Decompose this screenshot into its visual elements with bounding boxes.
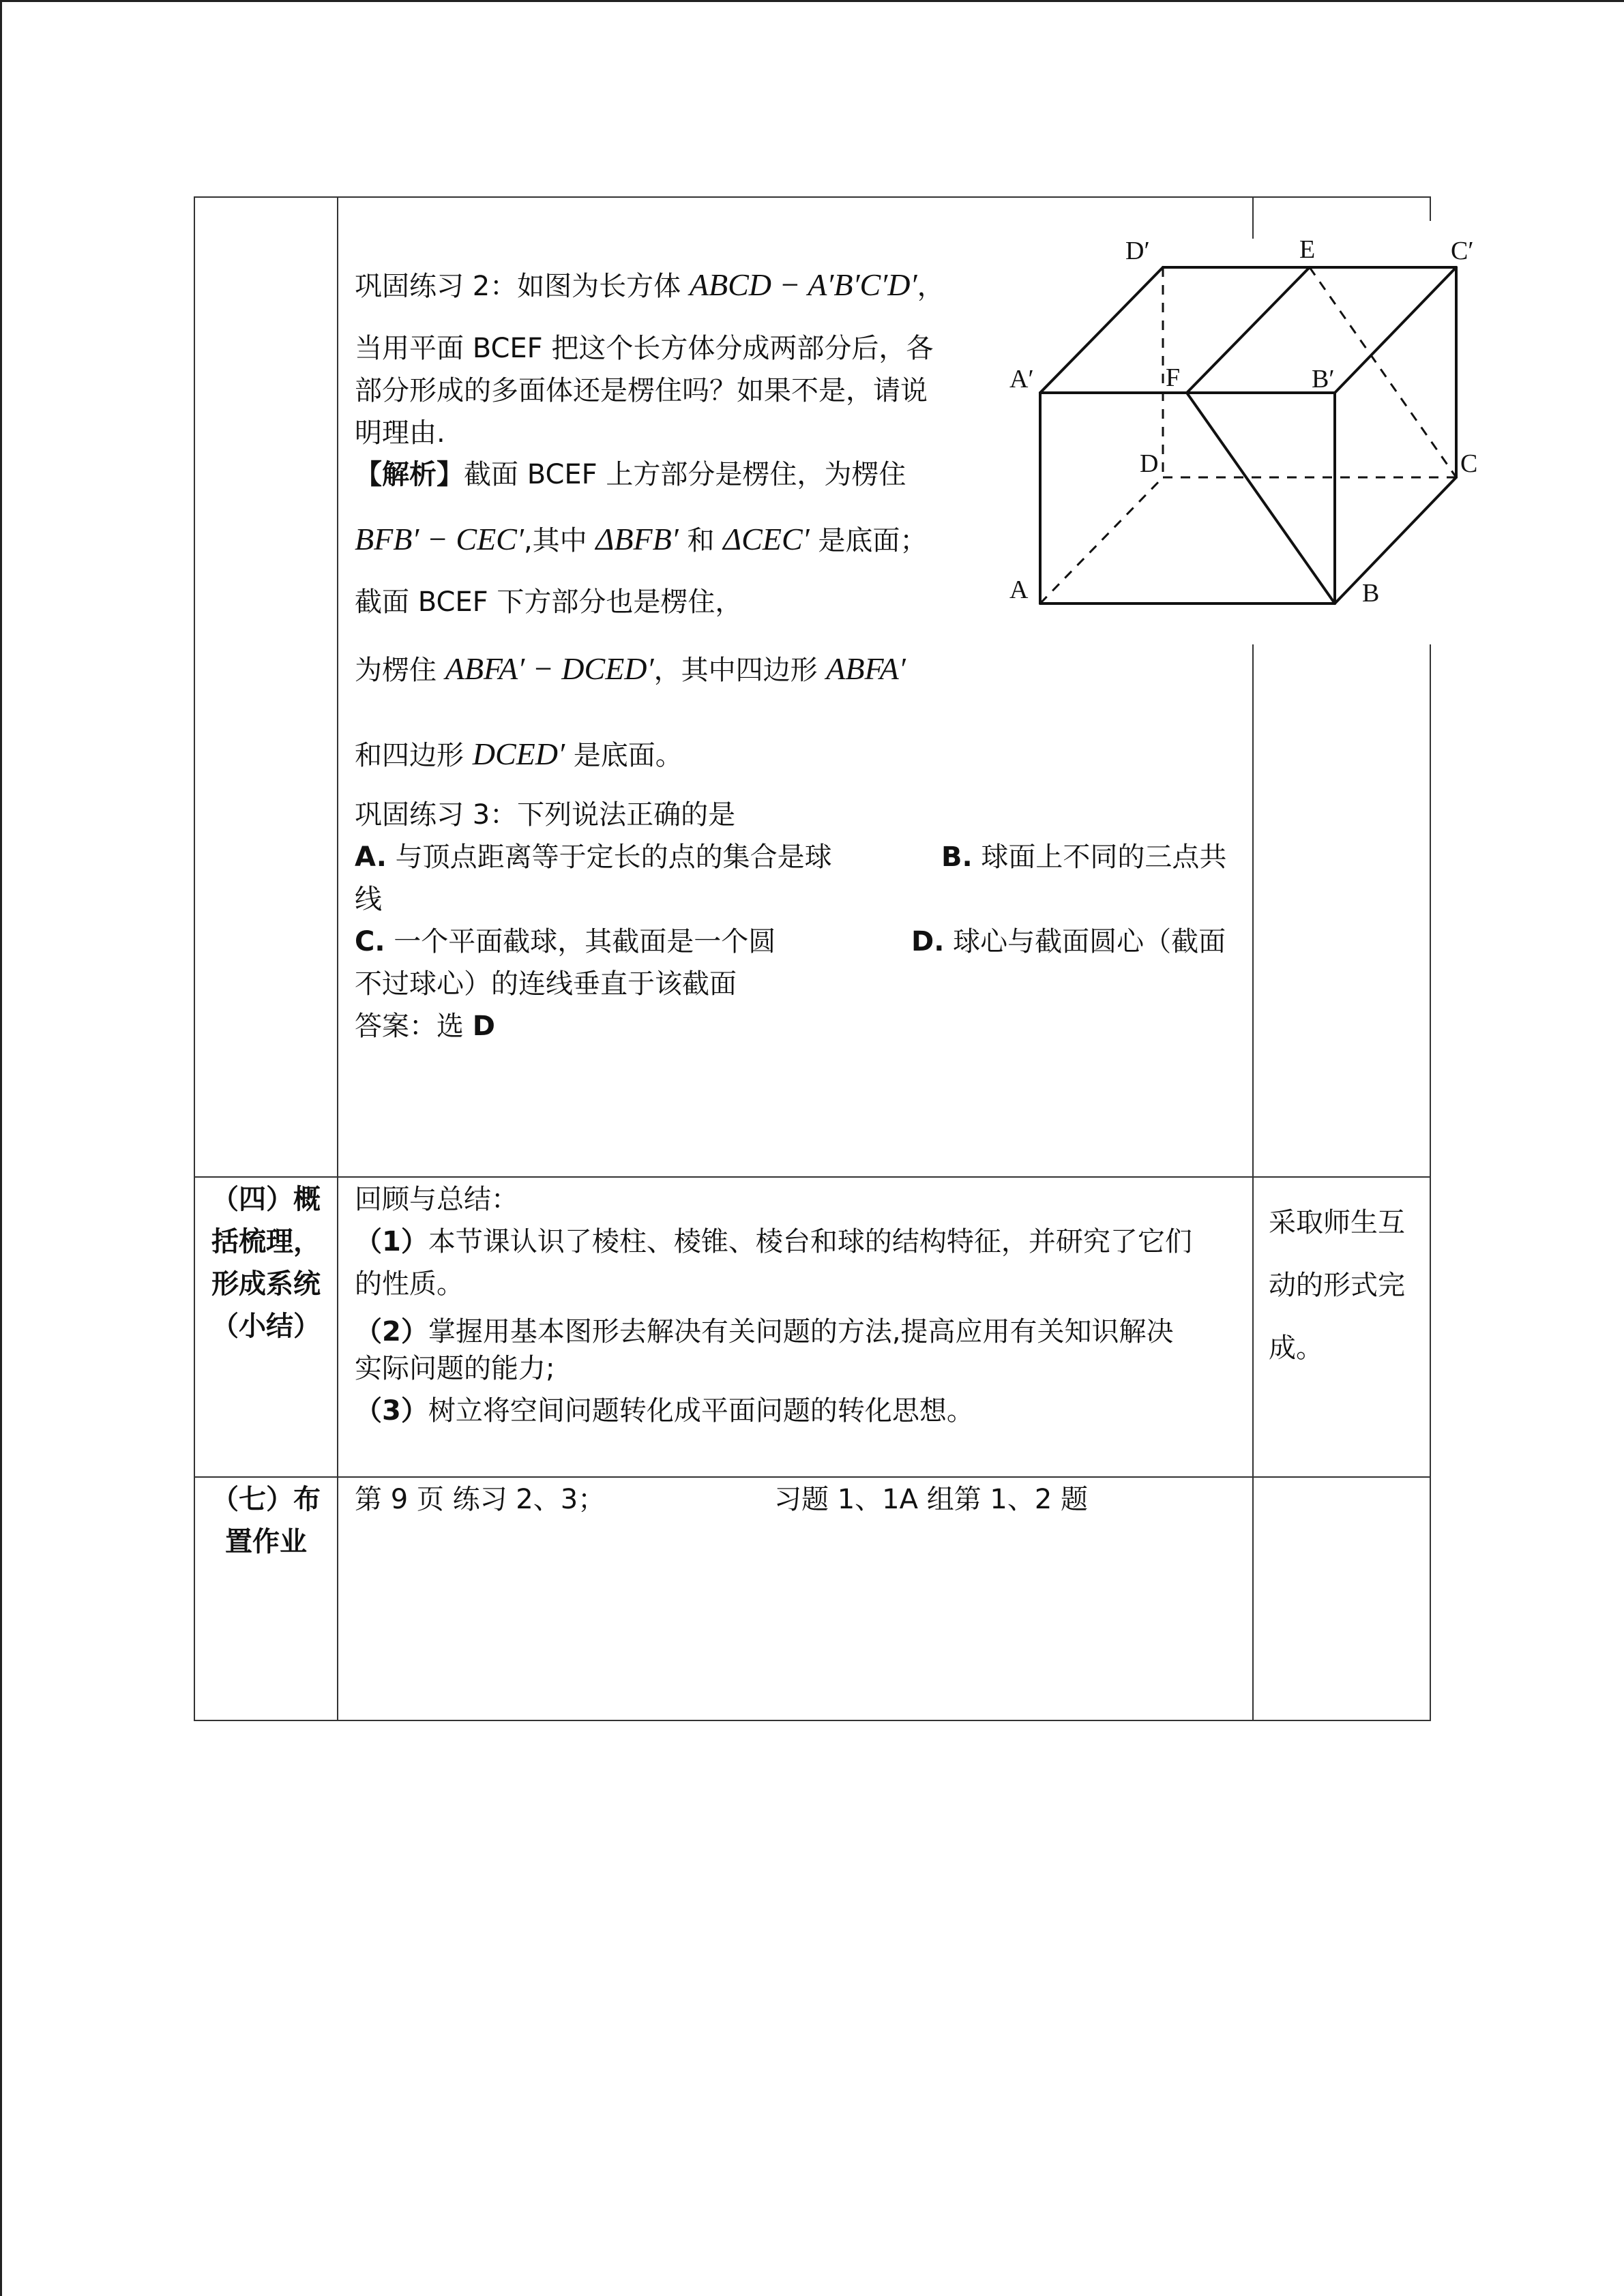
analysis-line4: 为楞住 ABFA′ − DCED′，其中四边形 ABFA′: [355, 651, 906, 686]
summary-point-1-continued: 的性质。: [355, 1268, 464, 1300]
exercise-2-line2: 当用平面 BCEF 把这个长方体分成两部分后，各: [355, 333, 934, 364]
analysis-tag: 【解析】: [355, 459, 464, 490]
homework-practice: 第 9 页 练习 2、3；: [355, 1484, 606, 1515]
label-d: D: [1140, 449, 1159, 478]
table-row-divider: [194, 1176, 1431, 1178]
table-border-right: [1430, 196, 1431, 221]
cuboid-figure: [999, 225, 1490, 621]
note-line: 成。: [1269, 1332, 1323, 1364]
label-a1: A′: [1009, 365, 1034, 393]
section-4-label-line: （小结）: [211, 1311, 321, 1342]
note-line: 采取师生互: [1269, 1207, 1405, 1238]
note-line: 动的形式完: [1269, 1270, 1405, 1301]
summary-point-2: （2）掌握用基本图形去解决有关问题的方法,提高应用有关知识解决: [355, 1316, 1174, 1347]
answer: 答案：选 D: [355, 1011, 495, 1042]
label-e: E: [1299, 235, 1316, 264]
table-divider-note-col: [1252, 644, 1254, 1721]
option-c: C. 一个平面截球，其截面是一个圆: [355, 926, 776, 957]
exercise-2-line3: 部分形成的多面体还是楞住吗？如果不是，请说: [355, 375, 928, 406]
edge-b-c: [1335, 477, 1456, 603]
label-f: F: [1166, 363, 1181, 392]
edge-f-e: [1187, 267, 1310, 393]
label-c1: C′: [1451, 237, 1474, 265]
table-border-right: [1430, 644, 1431, 1721]
analysis-line1: 【解析】截面 BCEF 上方部分是楞住，为楞住: [355, 459, 906, 490]
option-a: A. 与顶点距离等于定长的点的集合是球: [355, 841, 832, 873]
exercise-3-question: 巩固练习 3：下列说法正确的是: [355, 799, 736, 831]
summary-point-2-continued: 实际问题的能力;: [355, 1353, 555, 1384]
option-b: B. 球面上不同的三点共: [941, 841, 1227, 873]
section-4-label-line: 括梳理，: [211, 1226, 321, 1257]
analysis-line5: 和四边形 DCED′ 是底面。: [355, 736, 683, 771]
summary-title: 回顾与总结：: [355, 1184, 518, 1215]
label-b: B: [1362, 579, 1380, 608]
cuboid-expression: ABCD − A′B′C′D′: [689, 267, 917, 302]
homework-exercises: 习题 1、1A 组第 1、2 题: [774, 1484, 1089, 1515]
page-top-edge: [0, 0, 1624, 2]
label-a: A: [1009, 576, 1029, 604]
summary-point-1: （1）本节课认识了棱柱、棱锥、棱台和球的结构特征，并研究了它们: [355, 1226, 1192, 1257]
option-d-continued: 不过球心）的连线垂直于该截面: [355, 968, 737, 1000]
table-border-bottom: [194, 1720, 1431, 1721]
label-d1: D′: [1125, 237, 1150, 265]
edge-a1-d1: [1040, 267, 1163, 393]
table-divider-label-col: [337, 196, 338, 1721]
label-c: C: [1460, 449, 1478, 478]
analysis-line2: BFB′ − CEC′,其中 ΔBFB′ 和 ΔCEC′ 是底面；: [355, 522, 928, 556]
section-7-label-line: （七）布: [211, 1484, 321, 1515]
section-4-label-line: （四）概: [211, 1184, 321, 1215]
label-b1: B′: [1312, 365, 1335, 393]
analysis-line3: 截面 BCEF 下方部分也是楞住，: [355, 586, 743, 618]
table-border-left: [194, 196, 195, 1721]
table-border-top: [194, 196, 1431, 198]
section-7-label-line: 置作业: [225, 1526, 307, 1557]
exercise-2-line1: 巩固练习 2：如图为长方体 ABCD − A′B′C′D′，: [355, 267, 945, 302]
option-b-continued: 线: [355, 884, 382, 915]
page-left-edge: [0, 0, 2, 2296]
option-d: D. 球心与截面圆心（截面: [911, 926, 1226, 957]
section-4-label-line: 形成系统: [211, 1268, 321, 1300]
summary-point-3: （3）树立将空间问题转化成平面问题的转化思想。: [355, 1395, 974, 1427]
exercise-2-line4: 明理由.: [355, 417, 445, 449]
table-row-divider: [194, 1476, 1431, 1478]
hidden-edge-a-d: [1040, 477, 1163, 603]
edge-f-b: [1187, 393, 1335, 603]
